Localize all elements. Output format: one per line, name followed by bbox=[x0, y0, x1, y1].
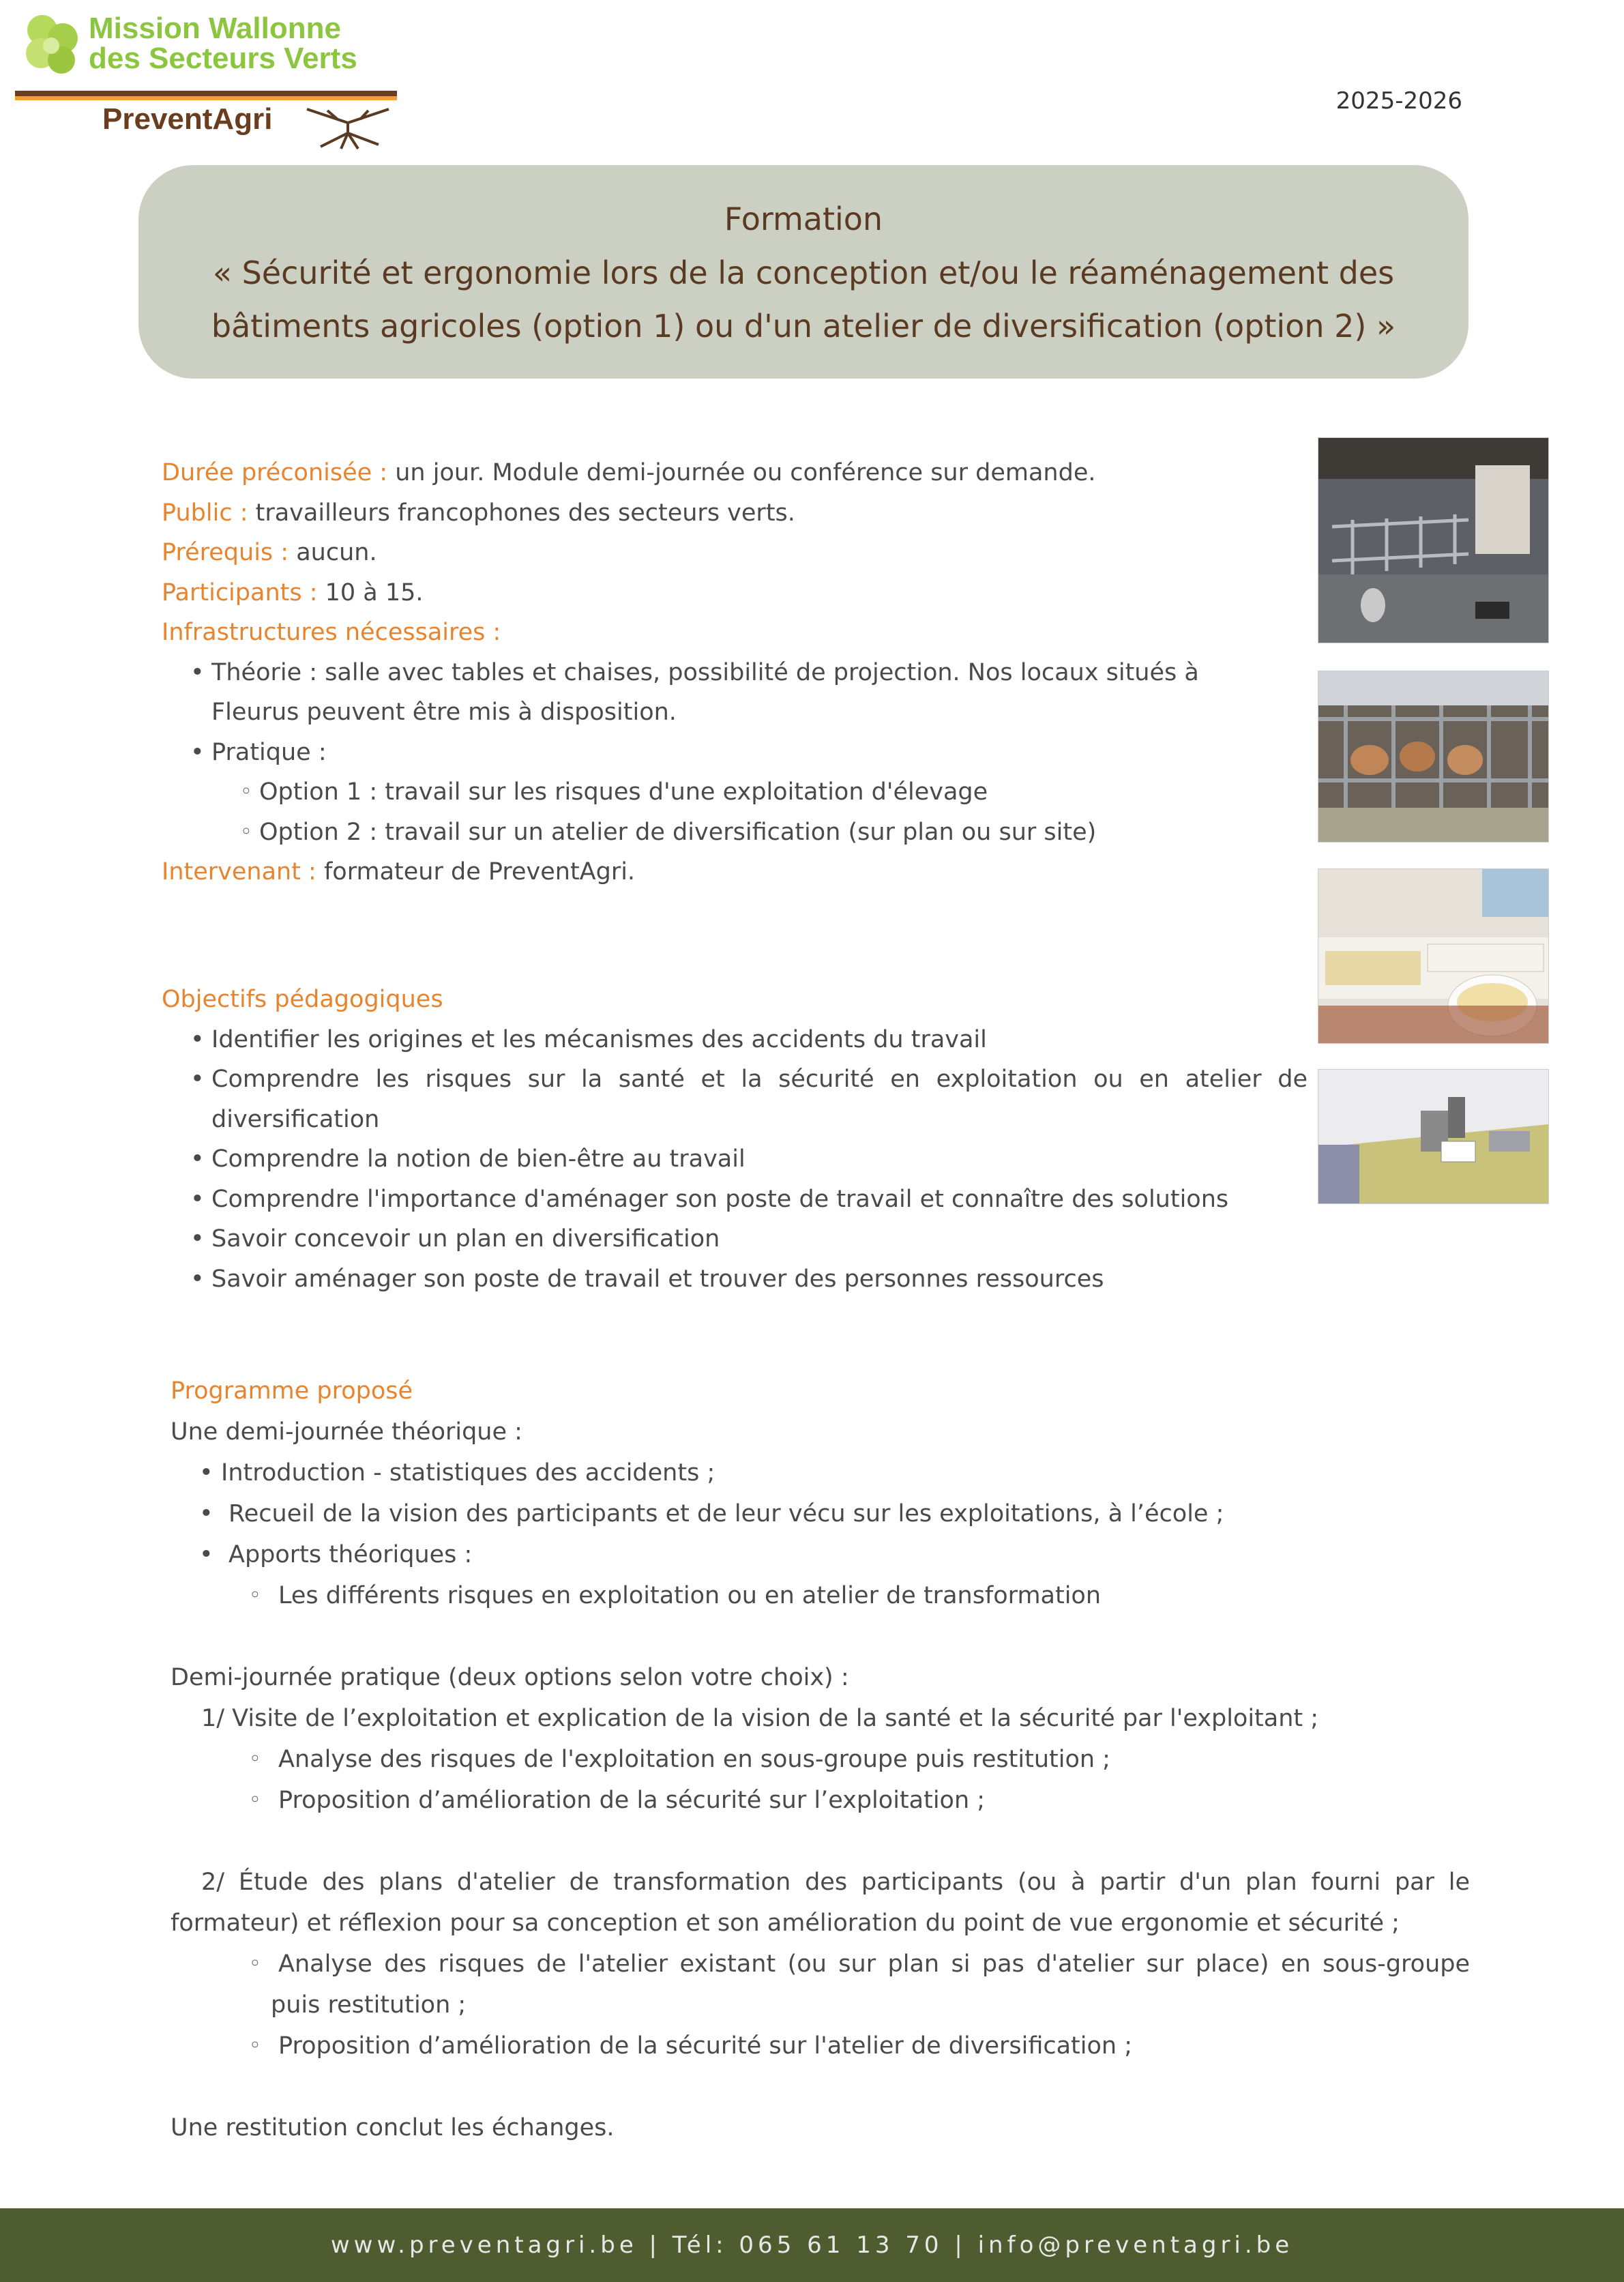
objectifs-heading: Objectifs pédagogiques bbox=[162, 986, 443, 1013]
programme-heading: Programme proposé bbox=[171, 1377, 413, 1405]
participants-line bbox=[162, 573, 1294, 613]
option2-desc-line2: formateur) et réflexion pour sa conception et son amélioration du point de vue ergonomie et sécurité ; bbox=[171, 1910, 1400, 1937]
duree-value: un jour. Module demi-journée ou conférence sur demande. bbox=[387, 459, 1096, 486]
theo-item: • Recueil de la vision des participants et de leur vécu sur les exploitations, à l’école ; bbox=[171, 1493, 1470, 1534]
prerequis-value: aucun. bbox=[289, 539, 377, 566]
objectif-item: • Identifier les origines et les mécanismes des accidents du travail bbox=[162, 1020, 1308, 1060]
info-section bbox=[162, 453, 1294, 892]
theorie-item: • Théorie : salle avec tables et chaises, possibilité de projection. Nos locaux situés à Fleurus peuvent être mis à disposition. bbox=[162, 653, 1294, 733]
public-line bbox=[162, 493, 1294, 533]
objectif-item-continued: diversification bbox=[211, 1105, 380, 1133]
option2-item: ◦ Option 2 : travail sur un atelier de diversification (sur plan ou sur site) bbox=[162, 813, 1294, 853]
footer-bar bbox=[0, 2208, 1624, 2282]
participants-label: Participants : bbox=[162, 579, 318, 606]
prat-intro: Demi-journée pratique (deux options selon votre choix) : bbox=[171, 1664, 849, 1691]
logo-rule bbox=[15, 91, 397, 96]
prerequis-line bbox=[162, 533, 1294, 573]
option1-subitem: ◦ Analyse des risques de l'exploitation en sous-groupe puis restitution ; bbox=[171, 1739, 1470, 1780]
programme-section bbox=[171, 1371, 1470, 2148]
intervenant-label: Intervenant : bbox=[162, 858, 316, 886]
photo-3d-workshop-plan bbox=[1318, 1069, 1549, 1204]
prerequis-label: Prérequis : bbox=[162, 539, 289, 566]
tree-roots-icon bbox=[300, 102, 396, 150]
clover-logo-icon bbox=[14, 8, 89, 83]
photo-cows-stall bbox=[1318, 671, 1549, 843]
conclusion: Une restitution conclut les échanges. bbox=[171, 2114, 615, 2141]
public-label: Public : bbox=[162, 499, 248, 527]
infra-label: Infrastructures nécessaires : bbox=[162, 619, 501, 646]
pratique-item: • Pratique : bbox=[162, 733, 1294, 773]
option1-desc: 1/ Visite de l’exploitation et explication de la vision de la santé et la sécurité par l'exploitant ; bbox=[201, 1705, 1319, 1732]
intervenant-line bbox=[162, 852, 1294, 892]
objectif-item: • Comprendre la notion de bien-être au travail bbox=[162, 1139, 1308, 1180]
theo-item: • Apports théoriques : bbox=[171, 1534, 1470, 1575]
duree-line bbox=[162, 453, 1294, 493]
photo-barn-interior bbox=[1318, 437, 1549, 643]
objectif-item: • Comprendre l'importance d'aménager son poste de travail et connaître des solutions bbox=[162, 1180, 1308, 1220]
year-label: 2025-2026 bbox=[1335, 87, 1462, 115]
logo-rule-accent bbox=[15, 96, 397, 100]
public-value: travailleurs francophones des secteurs verts. bbox=[248, 499, 795, 527]
objectif-item: • Comprendre les risques sur la santé et la sécurité en exploitation ou en atelier de bbox=[162, 1059, 1308, 1100]
participants-value: 10 à 15. bbox=[317, 579, 424, 606]
option1-item: ◦ Option 1 : travail sur les risques d'une exploitation d'élevage bbox=[162, 772, 1294, 813]
objectif-item: • Savoir aménager son poste de travail et trouver des personnes ressources bbox=[162, 1259, 1308, 1300]
theo-item: • Introduction - statistiques des accidents ; bbox=[171, 1452, 1470, 1493]
title-line-2: « Sécurité et ergonomie lors de la conception et/ou le réaménagement des bbox=[212, 254, 1395, 291]
title-line-3: bâtiments agricoles (option 1) ou d'un atelier de diversification (option 2) » bbox=[211, 307, 1396, 345]
option1-subitem: ◦ Proposition d’amélioration de la sécurité sur l’exploitation ; bbox=[171, 1780, 1470, 1821]
photo-dairy-workshop bbox=[1318, 868, 1549, 1044]
title-box bbox=[138, 165, 1468, 379]
theo-intro: Une demi-journée théorique : bbox=[171, 1418, 522, 1446]
footer-contact: www.preventagri.be | Tél: 065 61 13 70 | info@preventagri.be bbox=[330, 2232, 1294, 2259]
option2-subitem: ◦ Analyse des risques de l'atelier existant (ou sur plan si pas d'atelier sur place) en sous-groupe bbox=[171, 1944, 1470, 1985]
objectif-item: • Savoir concevoir un plan en diversification bbox=[162, 1219, 1308, 1259]
theo-subitem: ◦ Les différents risques en exploitation ou en atelier de transformation bbox=[171, 1575, 1470, 1616]
option2-desc-line1: 2/ Étude des plans d'atelier de transformation des participants (ou à partir d'un plan fourni par le bbox=[201, 1869, 1470, 1896]
title-formation: Formation bbox=[724, 200, 883, 237]
option2-subitem: ◦ Proposition d’amélioration de la sécurité sur l'atelier de diversification ; bbox=[171, 2025, 1470, 2066]
option2-subitem-continued: puis restitution ; bbox=[271, 1991, 467, 2019]
intervenant-value: formateur de PreventAgri. bbox=[316, 858, 636, 886]
objectifs-section bbox=[162, 980, 1308, 1299]
duree-label: Durée préconisée : bbox=[162, 459, 388, 486]
logo-brand: PreventAgri bbox=[102, 102, 273, 136]
logo-title: Mission Wallonne des Secteurs Verts bbox=[89, 12, 357, 75]
